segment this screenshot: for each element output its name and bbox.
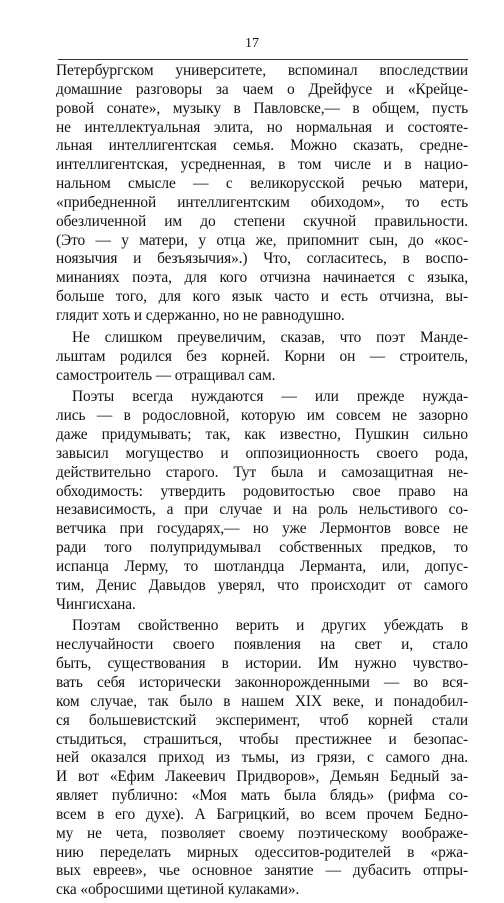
text-line: независимость, а при случае и на роль нельстивого со- (56, 501, 468, 519)
text-line: минаниях поэта, для кого отчизна начинается с языка, (56, 269, 468, 287)
text-line: ся большевистский эксперимент, чтоб корней стали (56, 711, 468, 729)
text-line: домашние разговоры за чаем о Дрейфусе и «Крейце- (56, 80, 468, 98)
text-line: льная интеллигентская семья. Можно сказать, средне- (56, 137, 468, 155)
text-line: вать себя исторически законнорожденными — во вся- (56, 674, 468, 691)
text-line: завысил могущество и оппозиционность своего рода, (56, 444, 468, 462)
text-line: ноязычия и безъязычия».) Что, согласитесь, в воспо- (56, 250, 468, 268)
text-line: вых евреев», чье основное занятие — дубасить отпры- (56, 862, 468, 880)
text-line: тим, Денис Давыдов уверял, что происходит от самого (56, 576, 468, 594)
text-line: му не чета, позволяет своему поэтическому воображе- (56, 824, 468, 842)
text-line: ветчика при государях,— но уже Лермонтов вовсе не (56, 520, 468, 538)
text-line: ком случае, так было в нашем XIX веке, и понадобил- (56, 692, 468, 710)
text-line: обезличенной им до степени скучной правильности. (56, 212, 468, 230)
text-line: стыдиться, страшиться, чтобы престижнее и безопас- (56, 730, 468, 748)
text-line: Поэты всегда нуждаются — или прежде нуждa- (72, 388, 468, 406)
text-line: даже придумывать; так, как известно, Пушкин сильно (56, 426, 468, 444)
text-line: не интеллектуальная элита, но нормальная и состояте- (56, 118, 468, 136)
text-line: нию переделать мирных одесситов-родителей в «ржа- (56, 843, 468, 861)
text-line: ска «обросшими щетиной кулаками». (56, 881, 300, 899)
paragraph (56, 62, 468, 326)
text-line: Чингисхана. (56, 595, 136, 613)
text-line: Поэтам свойственно верить и других убеждать в (72, 617, 468, 635)
text-line: испанца Лерму, то шотландца Лерманта, или, допус- (56, 557, 468, 575)
page-number: 17 (245, 36, 259, 51)
text-line: всем в его духе). А Багрицкий, во всем прочем Бедно- (56, 805, 468, 823)
text-line: Не слишком преувеличим, сказав, что поэт Манде- (72, 328, 468, 346)
text-line: интеллигентская, усредненная, в том числе и в нацио- (56, 156, 468, 174)
body-text (56, 62, 468, 903)
paragraph (56, 329, 468, 386)
text-line: И вот «Ефим Лакеевич Придворов», Демьян Бедный за- (56, 768, 468, 786)
paragraph (56, 617, 468, 900)
text-line: неслучайности своего появления на свет и, стало (56, 636, 468, 654)
text-line: больше того, для кого язык часто и есть отчизна, вы- (56, 288, 468, 306)
text-line: нальном смысле — с великорусской речью матери, (56, 175, 468, 193)
text-line: обходимость: утвердить родовитостью свое право на (56, 482, 468, 500)
text-line: льштам родился без корней. Корни он — строитель, (56, 347, 468, 365)
text-line: ней оказался приход из тьмы, из грязи, с самого дна. (56, 749, 468, 767)
text-line: (Это — у матери, у отца же, припомнит сын, до «кос- (56, 231, 468, 249)
text-line: быть, существования в истории. Им нужно чувство- (56, 655, 468, 673)
text-line: действительно старого. Тут была и самозащитная не- (56, 463, 468, 481)
header-rule (58, 59, 468, 60)
text-line: являет публично: «Моя мать была блядь» (рифма со- (56, 787, 468, 805)
text-line: ради того полупридумывал собственных предков, то (56, 539, 468, 557)
text-line: лись — в родословной, которую им совсем не зазорно (56, 407, 468, 425)
text-line: ровой сонате», музыку в Павловске,— в общем, пусть (56, 99, 468, 117)
paragraph (56, 388, 468, 614)
text-line: «прибедненной интеллигентским обиходом», то есть (56, 193, 468, 211)
text-line: глядит хоть и сдержанно, но не равнодушно. (56, 306, 345, 324)
text-line: самостроитель — отращивал сам. (56, 366, 276, 384)
text-line: Петербургском университете, вспоминал впоследствии (56, 62, 468, 79)
